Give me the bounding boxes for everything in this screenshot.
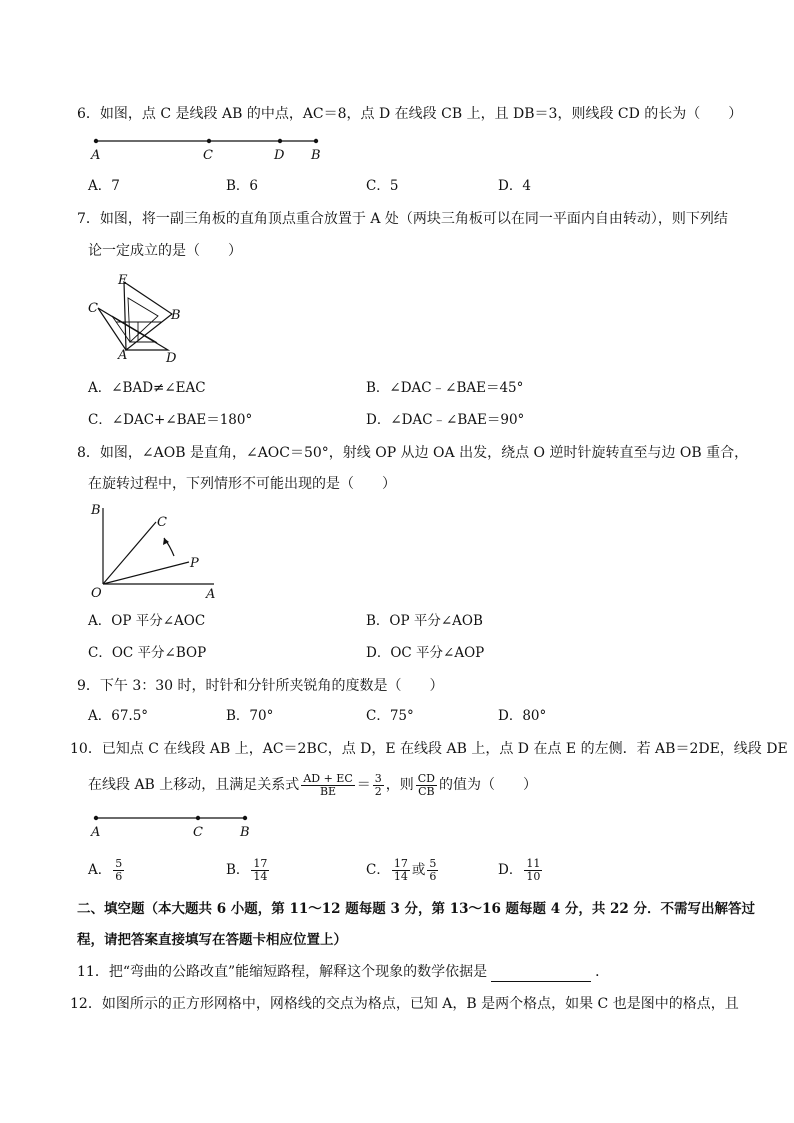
q10-label-c: C bbox=[193, 825, 203, 840]
q8-option-d: D．OC 平分∠AOP bbox=[366, 645, 485, 661]
q7-label-c: C bbox=[88, 301, 98, 316]
q10-option-c-num1: 17 bbox=[393, 857, 408, 870]
q10-label-b: B bbox=[240, 825, 250, 840]
q8-option-a: A．OP 平分∠AOC bbox=[88, 613, 206, 629]
q6-label-d: D bbox=[274, 148, 285, 163]
q11-tail: ． bbox=[595, 964, 610, 980]
q11-answer-blank[interactable] bbox=[491, 967, 591, 982]
q7-label-d: D bbox=[166, 351, 177, 366]
q8-stem-line1: 8．如图，∠AOB 是直角，∠AOC＝50°，射线 OP 从边 OA 出发，绕点 O 逆时针旋转直至与边 OB 重合， bbox=[77, 445, 749, 461]
q10-option-d-num: 11 bbox=[526, 857, 541, 870]
q10-stem-text-a: 在线段 AB 上移动，且满足关系式 bbox=[88, 777, 300, 793]
q10-segment-figure bbox=[88, 812, 258, 842]
q10-frac1-num: AD + EC bbox=[303, 771, 353, 785]
q6-option-c: C．5 bbox=[366, 178, 399, 194]
q10-option-d-prefix: D． bbox=[498, 862, 523, 878]
q10-option-c-prefix: C． bbox=[366, 862, 390, 878]
q10-option-b-prefix: B． bbox=[226, 862, 250, 878]
q7-option-a: A．∠BAD≠∠EAC bbox=[88, 380, 206, 396]
q10-option-b-num: 17 bbox=[253, 857, 268, 870]
q10-frac2-den: 2 bbox=[374, 784, 382, 798]
q10-option-a bbox=[88, 852, 126, 888]
q8-label-p: P bbox=[190, 556, 199, 571]
q10-stem-line2 bbox=[88, 767, 537, 803]
q6-option-d: D．4 bbox=[498, 178, 531, 194]
q6-label-a: A bbox=[91, 148, 101, 163]
q10-fraction-value bbox=[373, 773, 384, 798]
q10-option-a-num: 5 bbox=[115, 857, 123, 870]
q8-label-a: A bbox=[206, 587, 216, 602]
q10-option-d-den: 10 bbox=[526, 870, 541, 883]
q10-frac1-den: BE bbox=[319, 784, 337, 798]
q10-option-d bbox=[498, 852, 544, 888]
q8-label-b: B bbox=[91, 503, 101, 518]
q8-option-c: C．OC 平分∠BOP bbox=[88, 645, 207, 661]
q11-stem: 11．把“弯曲的公路改直”能缩短路程，解释这个现象的数学依据是 bbox=[77, 964, 488, 980]
q9-option-a: A．67.5° bbox=[88, 708, 149, 724]
q7-option-c: C．∠DAC+∠BAE＝180° bbox=[88, 412, 253, 428]
q7-label-a: A bbox=[118, 348, 128, 363]
q10-option-b-den: 14 bbox=[253, 870, 268, 883]
q6-option-a: A．7 bbox=[88, 178, 120, 194]
q10-stem-text-b: ，则 bbox=[385, 777, 414, 793]
q10-option-c-den1: 14 bbox=[393, 870, 408, 883]
q10-stem-text-c: 的值为（ ） bbox=[438, 777, 537, 793]
q10-option-a-den: 6 bbox=[115, 870, 123, 883]
q8-angle-figure bbox=[86, 500, 226, 604]
q6-segment-figure bbox=[88, 134, 338, 166]
q10-fraction-target bbox=[416, 773, 437, 798]
q10-option-a-prefix: A． bbox=[88, 862, 112, 878]
section2-heading-line2: 程，请把答案直接填写在答题卡相应位置上） bbox=[77, 932, 347, 948]
q7-label-e: E bbox=[118, 273, 128, 288]
q11-line bbox=[77, 962, 609, 982]
q6-label-c: C bbox=[203, 148, 213, 163]
q9-stem: 9．下午 3：30 时，时针和分针所夹锐角的度数是（ ） bbox=[77, 678, 444, 694]
q10-option-c-or: 或 bbox=[411, 862, 426, 878]
q8-option-b: B．OP 平分∠AOB bbox=[366, 613, 483, 629]
q10-equals: ＝ bbox=[356, 777, 371, 793]
q6-label-b: B bbox=[311, 148, 321, 163]
q6-stem: 6．如图，点 C 是线段 AB 的中点，AC＝8，点 D 在线段 CB 上，且 DB＝3，则线段 CD 的长为（ ） bbox=[77, 106, 743, 122]
q8-label-o: O bbox=[91, 586, 102, 601]
q10-option-b bbox=[226, 852, 271, 888]
q10-frac3-num: CD bbox=[417, 771, 435, 785]
q9-option-b: B．70° bbox=[226, 708, 274, 724]
q7-stem-line2: 论一定成立的是（ ） bbox=[88, 243, 242, 259]
q9-option-d: D．80° bbox=[498, 708, 547, 724]
q10-frac2-num: 3 bbox=[374, 771, 382, 785]
q7-option-b: B．∠DAC﹣∠BAE＝45° bbox=[366, 380, 524, 396]
q7-stem-line1: 7．如图，将一副三角板的直角顶点重合放置于 A 处（两块三角板可以在同一平面内自由转动），则下列结 bbox=[77, 211, 728, 227]
q8-label-c: C bbox=[157, 515, 167, 530]
q10-fraction-ratio bbox=[301, 773, 354, 798]
q10-stem-line1: 10．已知点 C 在线段 AB 上，AC＝2BC，点 D，E 在线段 AB 上，点 D 在点 E 的左侧．若 AB＝2DE，线段 DE bbox=[70, 741, 788, 757]
q10-option-c bbox=[366, 852, 440, 888]
q6-option-b: B．6 bbox=[226, 178, 259, 194]
q10-label-a: A bbox=[91, 825, 101, 840]
q10-frac3-den: CB bbox=[418, 784, 435, 798]
q12-stem: 12．如图所示的正方形网格中，网格线的交点为格点，已知 A，B 是两个格点，如果 C 也是图中的格点，且 bbox=[70, 996, 739, 1012]
q7-option-d: D．∠DAC﹣∠BAE＝90° bbox=[366, 412, 525, 428]
q10-option-c-den2: 6 bbox=[429, 870, 437, 883]
q7-label-b: B bbox=[171, 308, 181, 323]
section2-heading-line1: 二、填空题（本大题共 6 小题，第 11～12 题每题 3 分，第 13～16 题每题 4 分，共 22 分．不需写出解答过 bbox=[77, 901, 756, 917]
q8-stem-line2: 在旋转过程中，下列情形不可能出现的是（ ） bbox=[88, 476, 396, 492]
q7-triangle-boards-figure bbox=[86, 270, 186, 366]
q10-option-c-num2: 5 bbox=[429, 857, 437, 870]
q9-option-c: C．75° bbox=[366, 708, 414, 724]
